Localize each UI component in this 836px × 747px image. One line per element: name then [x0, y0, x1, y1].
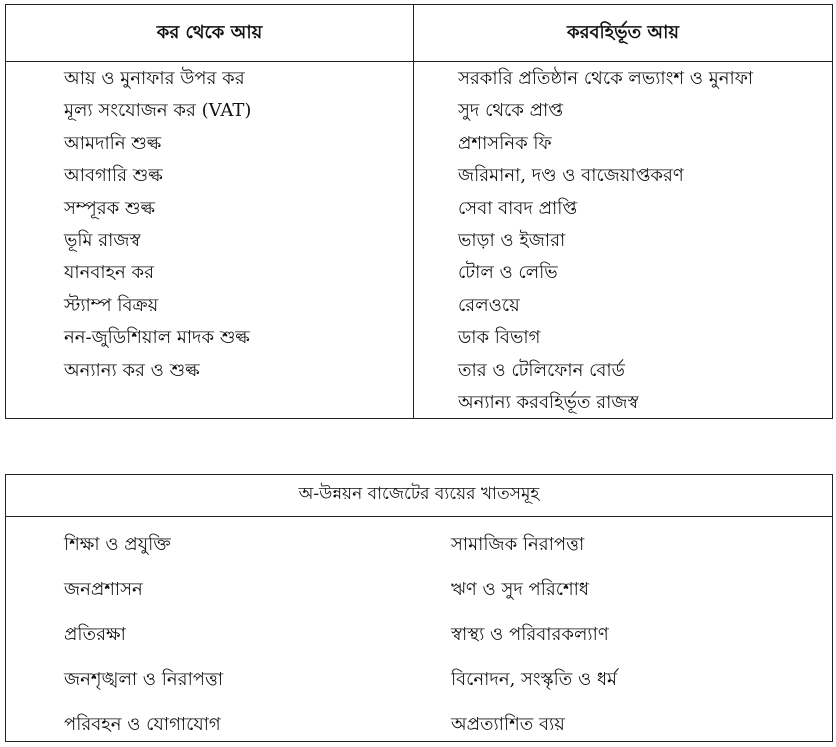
list-item: অন্যান্য কর ও শুল্ক [64, 359, 200, 381]
list-item: বিনোদন, সংস্কৃতি ও ধর্ম [451, 669, 618, 690]
list-item: তার ও টেলিফোন বোর্ড [458, 359, 625, 381]
list-item: অপ্রত্যাশিত ব্যয় [451, 714, 565, 735]
list-item: সামাজিক নিরাপত্তা [451, 534, 585, 555]
list-item: রেলওয়ে [458, 294, 520, 316]
tax-revenue-list [64, 63, 251, 387]
expenditure-table-title: অ-উন্নয়ন বাজেটের ব্যয়ের খাতসমূহ [298, 484, 540, 504]
non-tax-revenue-header: করবহির্ভূত আয় [567, 22, 679, 43]
list-item: স্বাস্থ্য ও পরিবারকল্যাণ [451, 624, 609, 645]
header-divider [6, 61, 832, 62]
list-item: স্ট্যাম্প বিক্রয় [64, 294, 159, 316]
list-item: সেবা বাবদ প্রাপ্তি [458, 197, 578, 219]
list-item: যানবাহন কর [64, 262, 154, 284]
list-item: শিক্ষা ও প্রযুক্তি [64, 534, 171, 555]
list-item: নন-জুডিশিয়াল মাদক শুল্ক [64, 327, 250, 349]
list-item: সম্পূরক শুল্ক [64, 197, 155, 219]
list-item: জনশৃঙ্খলা ও নিরাপত্তা [64, 669, 224, 690]
list-item: ঋণ ও সুদ পরিশোধ [451, 579, 589, 600]
list-item: জনপ্রশাসন [64, 579, 143, 600]
tax-revenue-header: কর থেকে আয় [156, 22, 263, 43]
header-divider [6, 516, 832, 517]
list-item: প্রতিরক্ষা [64, 624, 126, 645]
expenditure-right-list [451, 522, 617, 747]
list-item: জরিমানা, দণ্ড ও বাজেয়াপ্তকরণ [458, 165, 684, 187]
list-item: প্রশাসনিক ফি [458, 132, 552, 154]
list-item: আবগারি শুল্ক [64, 165, 163, 187]
list-item: অন্যান্য করবহির্ভূত রাজস্ব [458, 391, 639, 413]
list-item: সরকারি প্রতিষ্ঠান থেকে লভ্যাংশ ও মুনাফা [458, 68, 754, 89]
list-item: ভূমি রাজস্ব [64, 229, 141, 251]
list-item: মূল্য সংযোজন কর (VAT) [64, 100, 252, 122]
column-divider [413, 5, 414, 418]
expenditure-table [5, 474, 833, 742]
list-item: সুদ থেকে প্রাপ্ত [458, 100, 564, 122]
list-item: পরিবহন ও যোগাযোগ [64, 714, 221, 735]
list-item: আমদানি শুল্ক [64, 132, 162, 154]
list-item: আয় ও মুনাফার উপর কর [64, 68, 245, 89]
list-item: টোল ও লেভি [458, 262, 558, 284]
list-item: ভাড়া ও ইজারা [458, 229, 566, 251]
non-tax-revenue-list [458, 63, 753, 419]
expenditure-left-list [64, 522, 223, 747]
revenue-table [5, 4, 833, 419]
list-item: ডাক বিভাগ [458, 327, 541, 349]
